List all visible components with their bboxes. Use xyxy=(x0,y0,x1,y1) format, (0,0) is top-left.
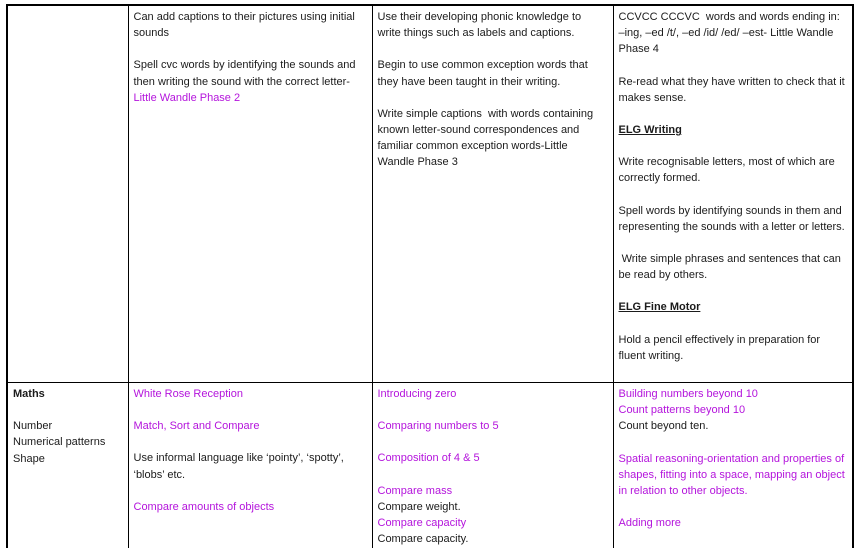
elg-fine-motor-heading: ELG Fine Motor xyxy=(618,301,701,314)
paragraph-accent: Spatial reasoning-orientation and properties of shapes, fitting into a space, mapping an object in relation to other objects. xyxy=(618,452,848,498)
subject-title: Maths xyxy=(13,388,45,401)
paragraph-accent: Compare capacity xyxy=(377,517,467,530)
paragraph-accent: Composition of 4 & 5 xyxy=(377,452,480,465)
cell-r2-subject-maths xyxy=(7,383,128,548)
paragraph: Compare weight. xyxy=(377,500,461,513)
paragraph xyxy=(134,57,366,106)
cell-r2-summer-maths xyxy=(613,383,853,548)
text-segment: Spell cvc words by identifying the sounds and then writing the sound with the correct letter- xyxy=(133,59,359,88)
paragraph-accent: Compare amounts of objects xyxy=(133,500,275,513)
text-segment-accent: Little Wandle Phase 2 xyxy=(133,91,241,104)
paragraph: Re-read what they have written to check that it makes sense. xyxy=(618,75,851,104)
paragraph-accent: Match, Sort and Compare xyxy=(133,420,260,433)
paragraph: Hold a pencil effectively in preparation for fluent writing. xyxy=(618,333,824,362)
strand-label: Number xyxy=(13,420,53,433)
paragraph-accent: Count patterns beyond 10 xyxy=(618,404,746,417)
table-row xyxy=(7,383,853,548)
paragraph: Write recognisable letters, most of which are correctly formed. xyxy=(618,156,838,185)
paragraph: Use their developing phonic knowledge to write things such as labels and captions. xyxy=(377,11,585,40)
cell-r1-autumn2-writing xyxy=(372,5,613,383)
curriculum-table xyxy=(6,4,854,548)
paragraph-accent: Comparing numbers to 5 xyxy=(377,420,499,433)
paragraph: Compare capacity. xyxy=(377,533,469,546)
strand-label: Numerical patterns xyxy=(13,436,106,449)
cell-r2-autumn1-maths xyxy=(128,383,372,548)
paragraph: Can add captions to their pictures using initial sounds xyxy=(133,11,358,40)
paragraph: CCVCC CCCVC words and words ending in: –ing, –ed /t/, –ed /id/ /ed/ –est- Little Wandle Phase 4 xyxy=(618,11,843,56)
elg-writing-heading: ELG Writing xyxy=(618,124,682,137)
paragraph: Spell words by identifying sounds in them and representing the sounds with a letter or letters. xyxy=(618,204,845,233)
paragraph-accent: Compare mass xyxy=(377,484,453,497)
cell-r2-autumn2-maths xyxy=(372,383,613,548)
paragraph-accent: Building numbers beyond 10 xyxy=(618,388,758,401)
paragraph: Write simple captions with words containing known letter-sound correspondences and familiar common exception words-Little Wandle Phase 3 xyxy=(377,107,597,169)
paragraph-accent: Adding more xyxy=(618,517,681,530)
paragraph-accent: Introducing zero xyxy=(377,388,457,401)
table-row xyxy=(7,5,853,383)
cell-r1-subject-empty xyxy=(7,5,128,383)
cell-r1-autumn1-writing xyxy=(128,5,372,383)
cell-r1-summer-writing xyxy=(613,5,853,383)
paragraph: Write simple phrases and sentences that can be read by others. xyxy=(618,253,844,282)
paragraph: Use informal language like ‘pointy’, ‘spotty’, ‘blobs’ etc. xyxy=(133,452,347,481)
paragraph: Count beyond ten. xyxy=(618,420,709,433)
paragraph-accent: White Rose Reception xyxy=(133,388,243,401)
paragraph: Begin to use common exception words that they have been taught in their writing. xyxy=(377,59,591,88)
strand-label: Shape xyxy=(13,452,45,465)
